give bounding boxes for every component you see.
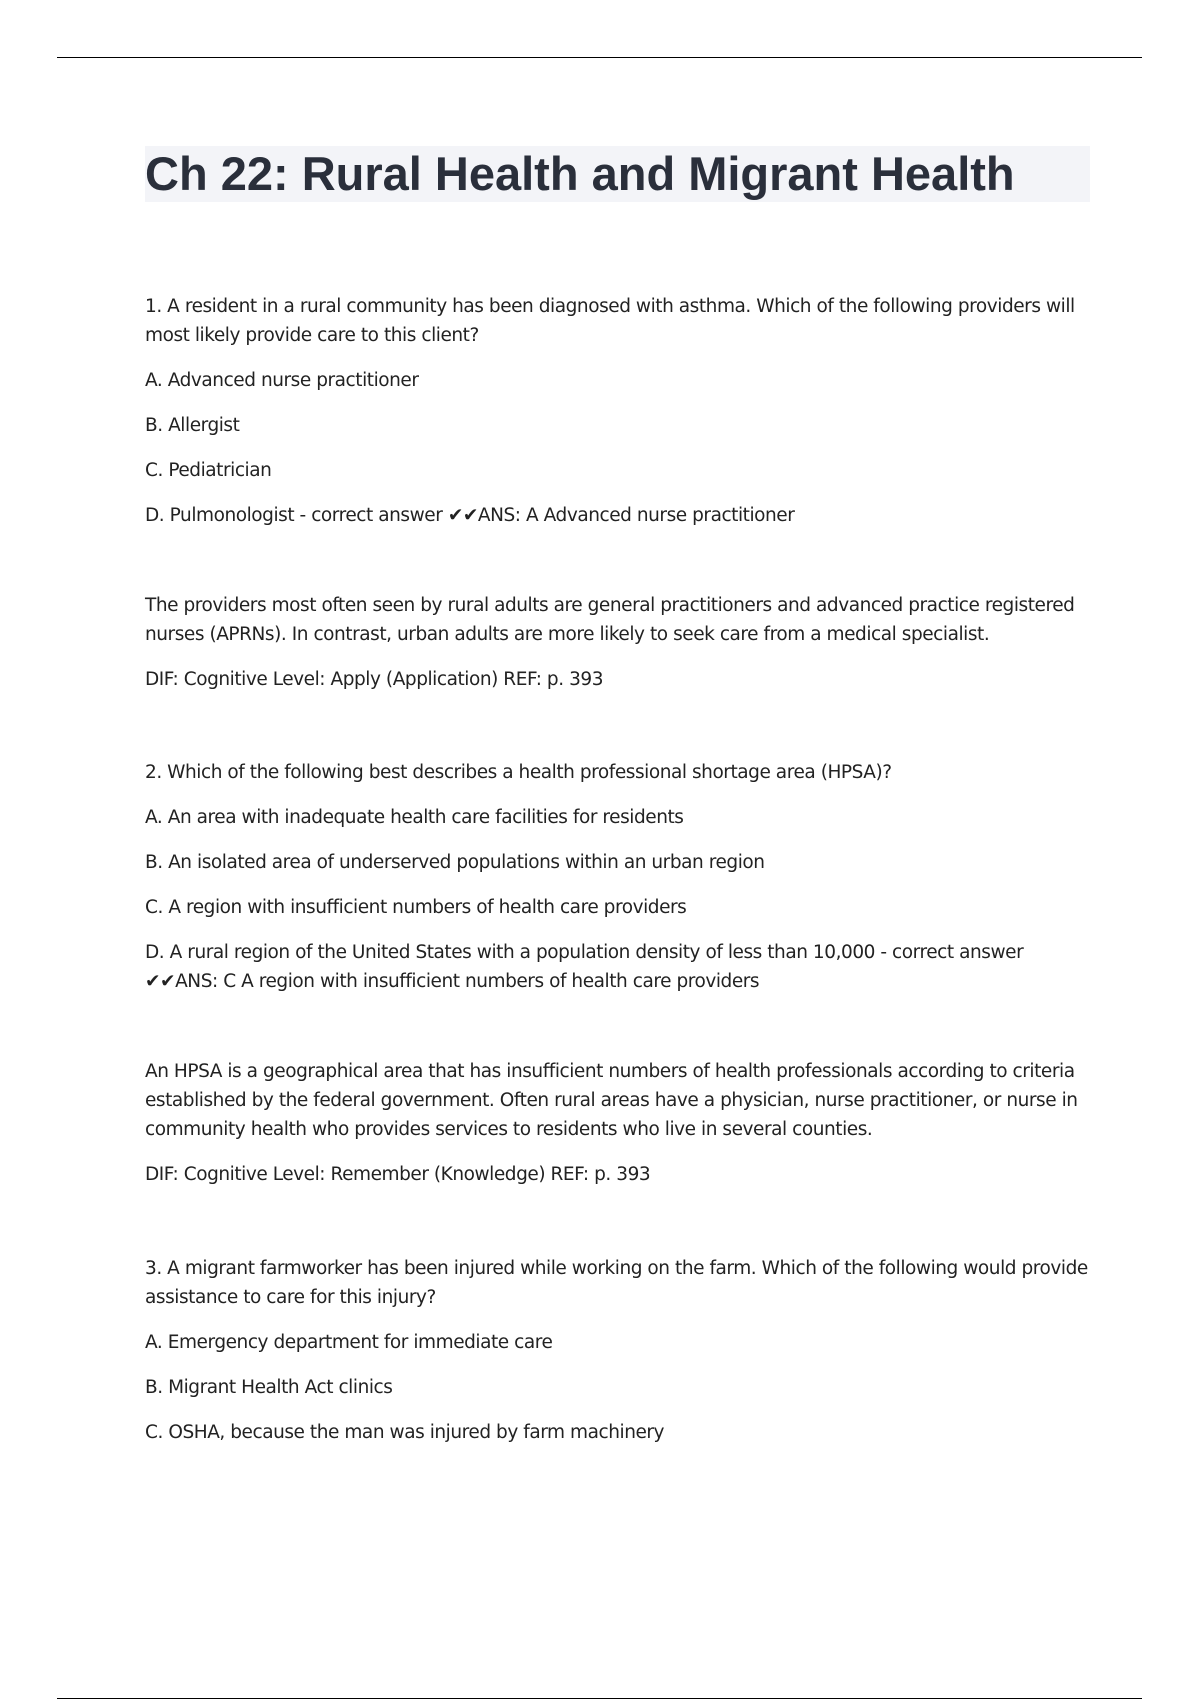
question-stem: 1. A resident in a rural community has been diagnosed with asthma. Which of the following providers will most likely provide care to this client?	[145, 296, 1075, 346]
answer-option-a: A. Advanced nurse practitioner	[145, 370, 419, 391]
answer-option-b: B. Migrant Health Act clinics	[145, 1377, 393, 1398]
answer-option-d: D. A rural region of the United States with a population density of less than 10,000 - correct answer ✔✔ANS: C A region with insufficient numbers of health care providers	[145, 942, 1024, 992]
top-rule	[57, 57, 1142, 58]
page-title: Ch 22: Rural Health and Migrant Health	[145, 146, 1090, 202]
answer-option-b: B. Allergist	[145, 415, 240, 436]
question-1	[145, 292, 1090, 694]
question-3	[145, 1254, 1090, 1447]
answer-option-c: C. A region with insufficient numbers of health care providers	[145, 897, 687, 918]
answer-option-a: A. Emergency department for immediate care	[145, 1332, 553, 1353]
answer-option-a: A. An area with inadequate health care facilities for residents	[145, 807, 684, 828]
question-stem: 2. Which of the following best describes a health professional shortage area (HPSA)?	[145, 762, 892, 783]
difficulty-reference: DIF: Cognitive Level: Apply (Application) REF: p. 393	[145, 669, 604, 690]
answer-option-c: C. Pediatrician	[145, 460, 272, 481]
question-2	[145, 758, 1090, 1189]
rationale: An HPSA is a geographical area that has insufficient numbers of health professionals according to criteria established by the federal government. Often rural areas have a physician, nurse practitioner, or nurse in community health who provides services to residents who live in several counties.	[145, 1061, 1078, 1140]
answer-option-b: B. An isolated area of underserved populations within an urban region	[145, 852, 765, 873]
answer-option-c: C. OSHA, because the man was injured by farm machinery	[145, 1422, 665, 1443]
answer-option-d: D. Pulmonologist - correct answer ✔✔ANS: A Advanced nurse practitioner	[145, 505, 795, 526]
difficulty-reference: DIF: Cognitive Level: Remember (Knowledge) REF: p. 393	[145, 1164, 651, 1185]
question-stem: 3. A migrant farmworker has been injured while working on the farm. Which of the following would provide assistance to care for this injury?	[145, 1258, 1088, 1308]
rationale: The providers most often seen by rural adults are general practitioners and advanced practice registered nurses (APRNs). In contrast, urban adults are more likely to seek care from a medical specialist.	[145, 595, 1075, 645]
bottom-rule	[57, 1698, 1142, 1699]
